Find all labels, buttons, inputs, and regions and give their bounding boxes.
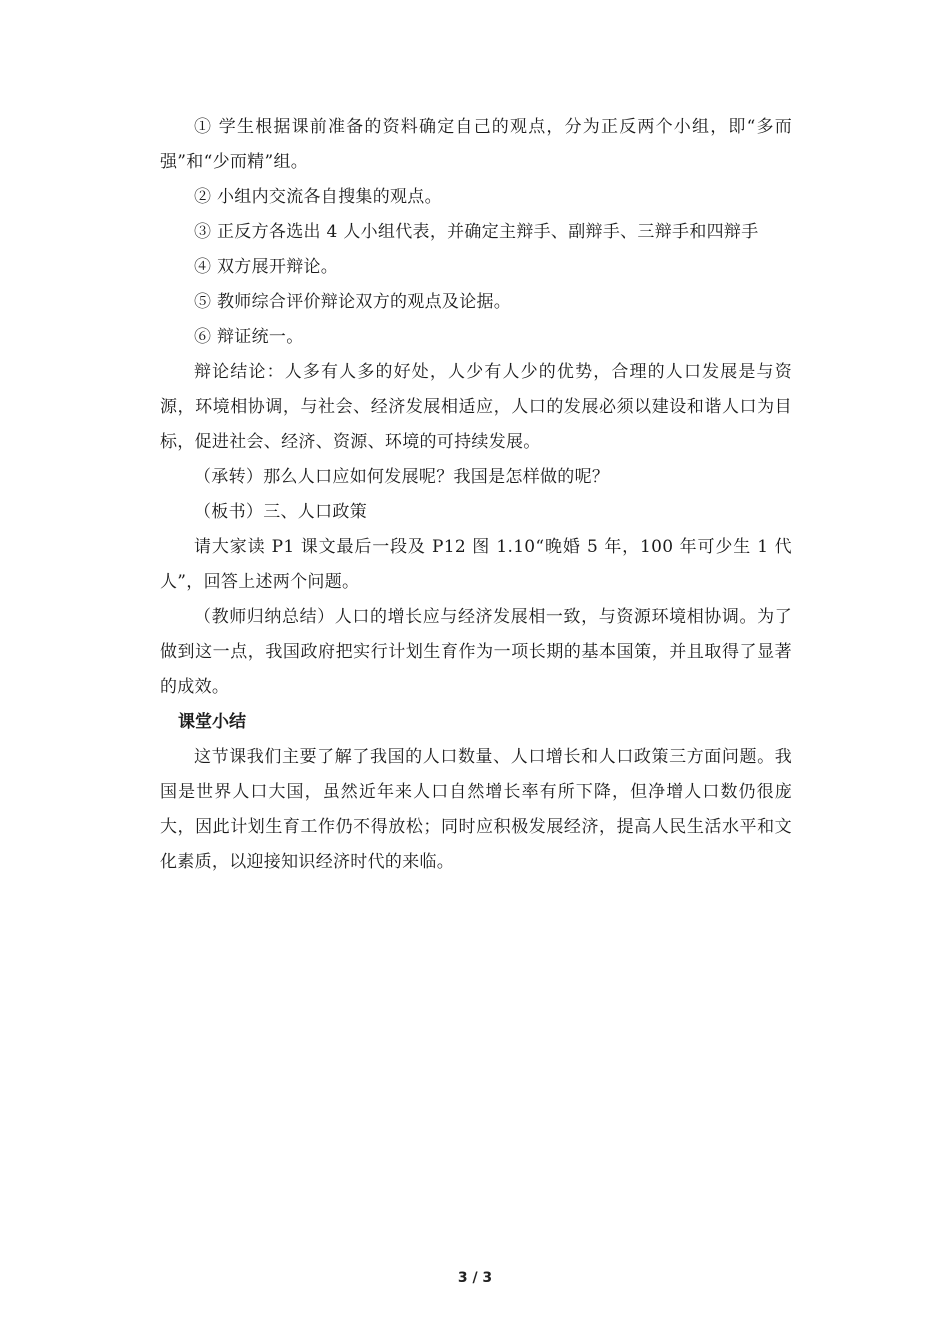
paragraph-transition: （承转）那么人口应如何发展呢？我国是怎样做的呢？ (194, 467, 610, 487)
paragraph-teacher-summary: （教师归纳总结）人口的增长应与经济发展相一致，与资源环境相协调。为了做到这一点，我国政府把实行计划生育作为一项长期的基本国策，并且取得了显著的成效。 (160, 607, 792, 697)
paragraph-reading-task: 请大家读 P1 课文最后一段及 P12 图 1.10“晚婚 5 年，100 年可少生 1 代人”，回答上述两个问题。 (160, 537, 792, 592)
document-body (160, 110, 792, 880)
paragraph-step-6: ⑥ 辩证统一。 (194, 327, 304, 347)
paragraph-board-note: （板书）三、人口政策 (194, 502, 367, 522)
paragraph-class-summary: 这节课我们主要了解了我国的人口数量、人口增长和人口政策三方面问题。我国是世界人口大国，虽然近年来人口自然增长率有所下降，但净增人口数仍很庞大，因此计划生育工作仍不得放松；同时应积极发展经济，提高人民生活水平和文化素质，以迎接知识经济时代的来临。 (160, 747, 792, 872)
paragraph-step-1: ① 学生根据课前准备的资料确定自己的观点，分为正反两个小组，即“多而强”和“少而精”组。 (160, 117, 792, 172)
paragraph-step-2: ② 小组内交流各自搜集的观点。 (194, 187, 442, 207)
paragraph-step-5: ⑤ 教师综合评价辩论双方的观点及论据。 (194, 292, 512, 312)
paragraph-step-4: ④ 双方展开辩论。 (194, 257, 339, 277)
page-number: 3 / 3 (457, 1270, 493, 1286)
section-heading-summary: 课堂小结 (178, 712, 246, 732)
paragraph-debate-conclusion: 辩论结论：人多有人多的好处，人少有人少的优势，合理的人口发展是与资源，环境相协调，与社会、经济发展相适应，人口的发展必须以建设和谐人口为目标，促进社会、经济、资源、环境的可持续发展。 (160, 362, 792, 452)
paragraph-step-3: ③ 正反方各选出 4 人小组代表，并确定主辩手、副辩手、三辩手和四辩手 (194, 222, 759, 242)
